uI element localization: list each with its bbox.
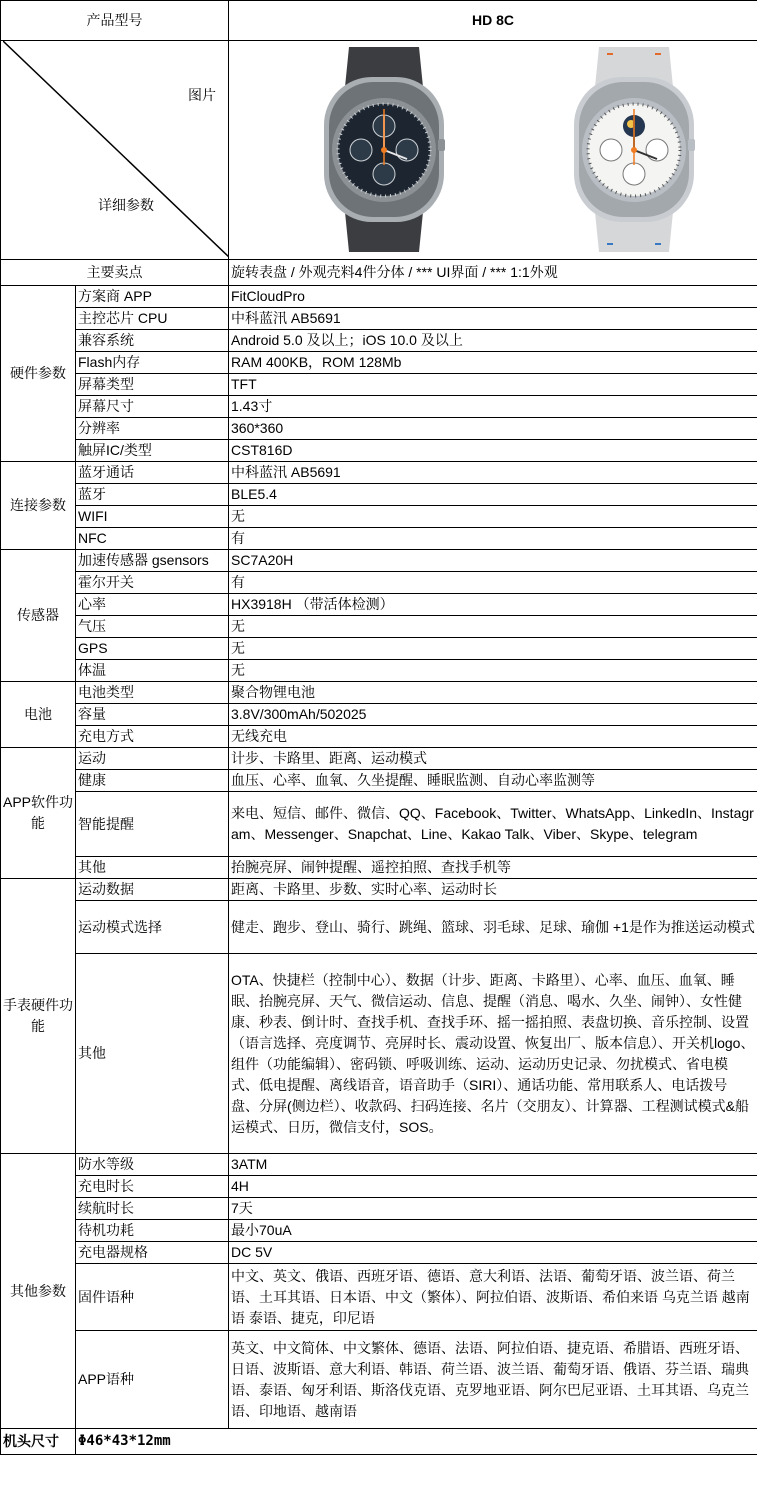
- hardware-label: 分辨率: [76, 418, 229, 440]
- hardware-row: [1, 286, 757, 308]
- watchfunc-value: 距离、卡路里、步数、实时心率、运动时长: [229, 879, 757, 901]
- watchfunc-category: 手表硬件功能: [1, 879, 76, 1154]
- app-value: 计步、卡路里、距离、运动模式: [229, 748, 757, 770]
- battery-row: [1, 726, 757, 748]
- sensor-value: 有: [229, 572, 757, 594]
- sensor-value: SC7A20H: [229, 550, 757, 572]
- app-label: 运动: [76, 748, 229, 770]
- other-value: 中文、英文、俄语、西班牙语、德语、意大利语、法语、葡萄牙语、波兰语、荷兰语、土耳其语、日本语、中文（繁体）、阿拉伯语、波斯语、希伯来语 乌克兰语 越南语 泰语、捷克，印尼语: [229, 1264, 757, 1331]
- sensor-label: GPS: [76, 638, 229, 660]
- battery-label: 充电方式: [76, 726, 229, 748]
- hardware-label: 方案商 APP: [76, 286, 229, 308]
- battery-value: 无线充电: [229, 726, 757, 748]
- white-watch-image: [569, 47, 699, 252]
- hardware-label: 兼容系统: [76, 330, 229, 352]
- other-label: 充电器规格: [76, 1242, 229, 1264]
- connect-label: 蓝牙通话: [76, 462, 229, 484]
- sensor-label: 霍尔开关: [76, 572, 229, 594]
- detail-label: 详细参数: [98, 197, 154, 213]
- model-label: 产品型号: [1, 1, 229, 41]
- hardware-row: [1, 418, 757, 440]
- other-row: [1, 1264, 757, 1331]
- footer-row: [1, 1429, 757, 1455]
- other-label: 充电时长: [76, 1176, 229, 1198]
- image-row: [1, 41, 757, 260]
- other-row: [1, 1331, 757, 1429]
- battery-label: 电池类型: [76, 682, 229, 704]
- battery-category: 电池: [1, 682, 76, 748]
- black-watch-image: [319, 47, 449, 252]
- other-row: [1, 1220, 757, 1242]
- other-row: [1, 1176, 757, 1198]
- other-value: 最小70uA: [229, 1220, 757, 1242]
- app-label: 智能提醒: [76, 792, 229, 857]
- other-label: 防水等级: [76, 1154, 229, 1176]
- connect-row: [1, 462, 757, 484]
- watchfunc-row: [1, 954, 757, 1154]
- watchfunc-label: 运动数据: [76, 879, 229, 901]
- hardware-value: 中科蓝汛 AB5691: [229, 308, 757, 330]
- hardware-value: RAM 400KB，ROM 128Mb: [229, 352, 757, 374]
- other-value: DC 5V: [229, 1242, 757, 1264]
- hardware-value: Android 5.0 及以上；iOS 10.0 及以上: [229, 330, 757, 352]
- other-row: [1, 1154, 757, 1176]
- footer-label: 机头尺寸: [1, 1429, 76, 1455]
- other-value: 3ATM: [229, 1154, 757, 1176]
- hardware-value: TFT: [229, 374, 757, 396]
- hardware-row: [1, 440, 757, 462]
- sensor-label: 加速传感器 gsensors: [76, 550, 229, 572]
- sensor-row: [1, 616, 757, 638]
- image-label: 图片: [188, 87, 216, 103]
- watchfunc-row: [1, 901, 757, 954]
- hardware-value: CST816D: [229, 440, 757, 462]
- connect-value: 中科蓝汛 AB5691: [229, 462, 757, 484]
- watchfunc-row: [1, 879, 757, 901]
- connect-label: NFC: [76, 528, 229, 550]
- sensor-value: 无: [229, 616, 757, 638]
- model-row: [1, 1, 757, 41]
- hardware-value: 1.43寸: [229, 396, 757, 418]
- hardware-label: 触屏IC/类型: [76, 440, 229, 462]
- app-label: 健康: [76, 770, 229, 792]
- selling-row: [1, 260, 757, 286]
- connect-label: 蓝牙: [76, 484, 229, 506]
- sensor-value: HX3918H （带活体检测）: [229, 594, 757, 616]
- sensor-label: 心率: [76, 594, 229, 616]
- hardware-label: Flash内存: [76, 352, 229, 374]
- hardware-row: [1, 396, 757, 418]
- sensor-row: [1, 550, 757, 572]
- hardware-label: 主控芯片 CPU: [76, 308, 229, 330]
- app-row: [1, 748, 757, 770]
- watchfunc-label: 其他: [76, 954, 229, 1154]
- other-label: 固件语种: [76, 1264, 229, 1331]
- hardware-value: 360*360: [229, 418, 757, 440]
- sensor-label: 体温: [76, 660, 229, 682]
- other-label: APP语种: [76, 1331, 229, 1429]
- app-category: APP软件功能: [1, 748, 76, 879]
- app-row: [1, 857, 757, 879]
- sensor-row: [1, 660, 757, 682]
- connect-value: 有: [229, 528, 757, 550]
- battery-label: 容量: [76, 704, 229, 726]
- hardware-label: 屏幕类型: [76, 374, 229, 396]
- other-row: [1, 1242, 757, 1264]
- app-value: 抬腕亮屏、闹钟提醒、遥控拍照、查找手机等: [229, 857, 757, 879]
- other-value: 4H: [229, 1176, 757, 1198]
- watchfunc-value: 健走、跑步、登山、骑行、跳绳、篮球、羽毛球、足球、瑜伽 +1是作为推送运动模式: [229, 901, 757, 954]
- hardware-category: 硬件参数: [1, 286, 76, 462]
- connect-row: [1, 484, 757, 506]
- hardware-row: [1, 330, 757, 352]
- model-value: HD 8C: [229, 1, 757, 41]
- product-image-cell: [229, 41, 757, 260]
- connect-value: 无: [229, 506, 757, 528]
- app-row: [1, 792, 757, 857]
- sensor-row: [1, 572, 757, 594]
- hardware-row: [1, 308, 757, 330]
- battery-value: 3.8V/300mAh/502025: [229, 704, 757, 726]
- watchfunc-label: 运动模式选择: [76, 901, 229, 954]
- connect-category: 连接参数: [1, 462, 76, 550]
- sensor-row: [1, 638, 757, 660]
- battery-row: [1, 704, 757, 726]
- sensor-row: [1, 594, 757, 616]
- app-value: 来电、短信、邮件、微信、QQ、Facebook、Twitter、WhatsApp、LinkedIn、Instagram、Messenger、Snapchat、Line、Kakao Talk、Viber、Skype、telegram: [229, 792, 757, 857]
- app-value: 血压、心率、血氧、久坐提醒、睡眠监测、自动心率监测等: [229, 770, 757, 792]
- connect-label: WIFI: [76, 506, 229, 528]
- other-value: 英文、中文简体、中文繁体、德语、法语、阿拉伯语、捷克语、希腊语、西班牙语、日语、波斯语、意大利语、韩语、荷兰语、波兰语、葡萄牙语、俄语、芬兰语、瑞典语、泰语、匈牙利语、斯洛伐克语、克罗地亚语、阿尔巴尼亚语、土耳其语、乌克兰语、印地语、越南语: [229, 1331, 757, 1429]
- connect-value: BLE5.4: [229, 484, 757, 506]
- selling-label: 主要卖点: [1, 260, 229, 286]
- footer-value: Φ46*43*12mm: [76, 1429, 757, 1455]
- app-row: [1, 770, 757, 792]
- sensor-label: 气压: [76, 616, 229, 638]
- sensor-value: 无: [229, 660, 757, 682]
- other-row: [1, 1198, 757, 1220]
- watchfunc-value: OTA、快捷栏（控制中心）、数据（计步、距离、卡路里）、心率、血压、血氧、睡眠、抬腕亮屏、天气、微信运动、信息、提醒（消息、喝水、久坐、闹钟）、女性健康、秒表、倒计时、查找手机、查找手环、摇一摇拍照、表盘切换、音乐控制、设置（语言选择、亮度调节、亮屏时长、震动设置、恢复出厂、版本信息）、开关机logo、组件（功能编辑）、密码锁、呼吸训练、运动、运动历史记录、勿扰模式、省电模式、低电提醒、离线语音，语音助手（SIRI）、通话功能、常用联系人、电话拨号盘、分屏(侧边栏）、收款码、扫码连接、名片（交朋友）、计算器、工程测试模式&船运模式、日历，微信支付，SOS。: [229, 954, 757, 1154]
- selling-value: 旋转表盘 / 外观壳料4件分体 / *** UI界面 / *** 1:1外观: [229, 260, 757, 286]
- connect-row: [1, 528, 757, 550]
- diagonal-header-cell: [1, 41, 229, 260]
- sensor-value: 无: [229, 638, 757, 660]
- other-label: 待机功耗: [76, 1220, 229, 1242]
- sensor-category: 传感器: [1, 550, 76, 682]
- hardware-label: 屏幕尺寸: [76, 396, 229, 418]
- battery-row: [1, 682, 757, 704]
- diagonal-line: [3, 41, 229, 259]
- app-label: 其他: [76, 857, 229, 879]
- hardware-value: FitCloudPro: [229, 286, 757, 308]
- battery-value: 聚合物锂电池: [229, 682, 757, 704]
- hardware-row: [1, 374, 757, 396]
- other-category: 其他参数: [1, 1154, 76, 1429]
- other-value: 7天: [229, 1198, 757, 1220]
- other-label: 续航时长: [76, 1198, 229, 1220]
- hardware-row: [1, 352, 757, 374]
- connect-row: [1, 506, 757, 528]
